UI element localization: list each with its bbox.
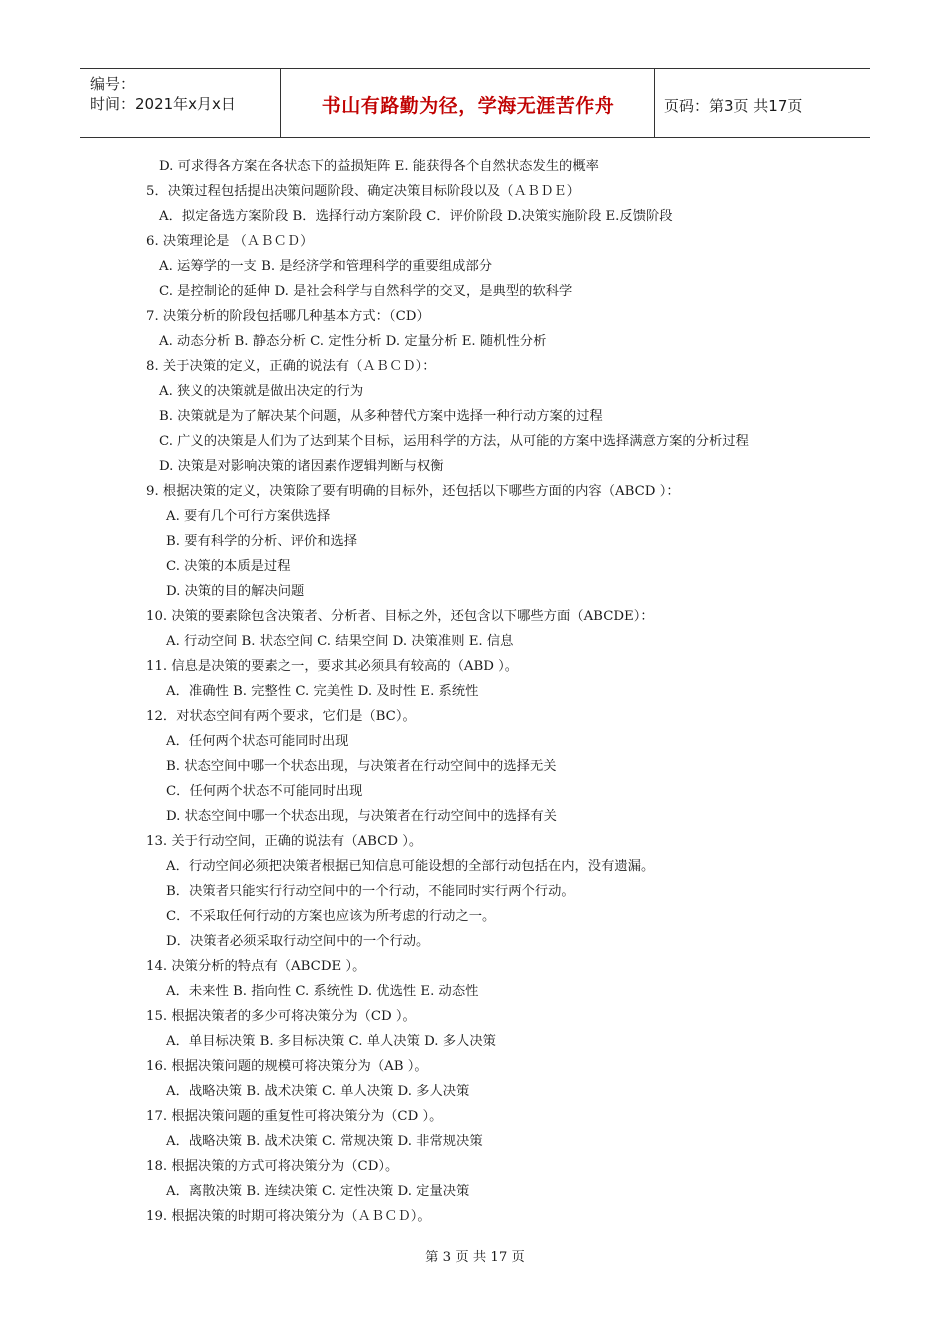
- option-line: D. 决策是对影响决策的诸因素作逻辑判断与权衡: [159, 459, 444, 474]
- option-line: A．准确性 B. 完整性 C. 完美性 D. 及时性 E. 系统性: [166, 684, 479, 699]
- option-line: C．任何两个状态不可能同时出现: [166, 784, 363, 799]
- question-line: 8. 关于决策的定义，正确的说法有（ＡＢＣＤ）：: [146, 359, 436, 374]
- question-line: 12．对状态空间有两个要求，它们是（BC）。: [146, 709, 416, 724]
- option-line: C．不采取任何行动的方案也应该为所考虑的行动之一。: [166, 909, 496, 924]
- question-line: 5．决策过程包括提出决策问题阶段、确定决策目标阶段以及（ＡＢＤＥ）: [146, 184, 580, 199]
- option-line: A. 狭义的决策就是做出决定的行为: [159, 384, 364, 399]
- page-info: 页码：第3页 共17页: [664, 97, 803, 115]
- option-line: A．单目标决策 B. 多目标决策 C. 单人决策 D. 多人决策: [166, 1034, 496, 1049]
- option-line: A. 行动空间 B. 状态空间 C. 结果空间 D. 决策准则 E. 信息: [166, 634, 514, 649]
- motto-text: 书山有路勤为径，学海无涯苦作舟: [321, 95, 615, 117]
- question-line: 13. 关于行动空间，正确的说法有（ABCD ）。: [146, 834, 423, 849]
- header-left-cell: [80, 69, 281, 137]
- option-line: A．战略决策 B. 战术决策 C. 单人决策 D. 多人决策: [166, 1084, 470, 1099]
- option-line: A．任何两个状态可能同时出现: [166, 734, 349, 749]
- footer-page-number: 第 3 页 共 17 页: [425, 1250, 525, 1265]
- option-line: A．拟定备选方案阶段 B．选择行动方案阶段 C．评价阶段 D.决策实施阶段 E.反馈阶段: [159, 209, 673, 224]
- number-label: 编号：: [90, 75, 136, 93]
- option-line: A．离散决策 B. 连续决策 C. 定性决策 D. 定量决策: [166, 1184, 470, 1199]
- option-line: A．行动空间必须把决策者根据已知信息可能设想的全部行动包括在内，没有遗漏。: [166, 859, 655, 874]
- question-line: 7. 决策分析的阶段包括哪几种基本方式：（CD）: [146, 309, 430, 324]
- question-line: 18. 根据决策的方式可将决策分为（CD）。: [146, 1159, 399, 1174]
- option-line: D. 决策的目的解决问题: [166, 584, 305, 599]
- option-line: B．决策者只能实行行动空间中的一个行动，不能同时实行两个行动。: [166, 884, 575, 899]
- question-line: 17. 根据决策问题的重复性可将决策分为（CD ）。: [146, 1109, 443, 1124]
- option-line: B. 状态空间中哪一个状态出现，与决策者在行动空间中的选择无关: [166, 759, 557, 774]
- option-line: C. 决策的本质是过程: [166, 559, 291, 574]
- option-line: D. 状态空间中哪一个状态出现，与决策者在行动空间中的选择有关: [166, 809, 557, 824]
- text-line: D. 可求得各方案在各状态下的益损矩阵 E. 能获得各个自然状态发生的概率: [159, 159, 599, 174]
- page-footer: [0, 1246, 950, 1265]
- option-line: D．决策者必须采取行动空间中的一个行动。: [166, 934, 430, 949]
- date-label: 时间：2021年x月x日: [90, 95, 236, 113]
- option-line: A. 要有几个可行方案供选择: [166, 509, 331, 524]
- option-line: A．战略决策 B. 战术决策 C. 常规决策 D. 非常规决策: [166, 1134, 483, 1149]
- header-motto-cell: [282, 69, 655, 137]
- option-line: C. 是控制论的延伸 D. 是社会科学与自然科学的交叉，是典型的软科学: [159, 284, 573, 299]
- option-line: A. 动态分析 B. 静态分析 C. 定性分析 D. 定量分析 E. 随机性分析: [159, 334, 547, 349]
- option-line: B. 决策就是为了解决某个问题，从多种替代方案中选择一种行动方案的过程: [159, 409, 603, 424]
- option-line: B. 要有科学的分析、评价和选择: [166, 534, 358, 549]
- option-line: A. 运筹学的一支 B. 是经济学和管理科学的重要组成部分: [159, 259, 493, 274]
- option-line: C. 广义的决策是人们为了达到某个目标，运用科学的方法，从可能的方案中选择满意方案的分析过程: [159, 434, 749, 449]
- question-line: 16. 根据决策问题的规模可将决策分为（AB ）。: [146, 1059, 428, 1074]
- header-page-cell: [656, 69, 870, 137]
- question-line: 11. 信息是决策的要素之一，要求其必须具有较高的（ABD ）。: [146, 659, 519, 674]
- question-line: 15. 根据决策者的多少可将决策分为（CD ）。: [146, 1009, 416, 1024]
- question-line: 9. 根据决策的定义，决策除了要有明确的目标外，还包括以下哪些方面的内容（ABCD ）：: [146, 484, 680, 499]
- question-line: 14. 决策分析的特点有（ABCDE ）。: [146, 959, 366, 974]
- question-line: 6. 决策理论是 （ＡＢＣＤ）: [146, 234, 314, 249]
- question-line: 19. 根据决策的时期可将决策分为（ＡＢＣＤ）。: [146, 1209, 431, 1224]
- question-line: 10. 决策的要素除包含决策者、分析者、目标之外，还包含以下哪些方面（ABCDE）：: [146, 609, 654, 624]
- option-line: A．未来性 B. 指向性 C. 系统性 D. 优选性 E. 动态性: [166, 984, 479, 999]
- page-header: [80, 68, 870, 138]
